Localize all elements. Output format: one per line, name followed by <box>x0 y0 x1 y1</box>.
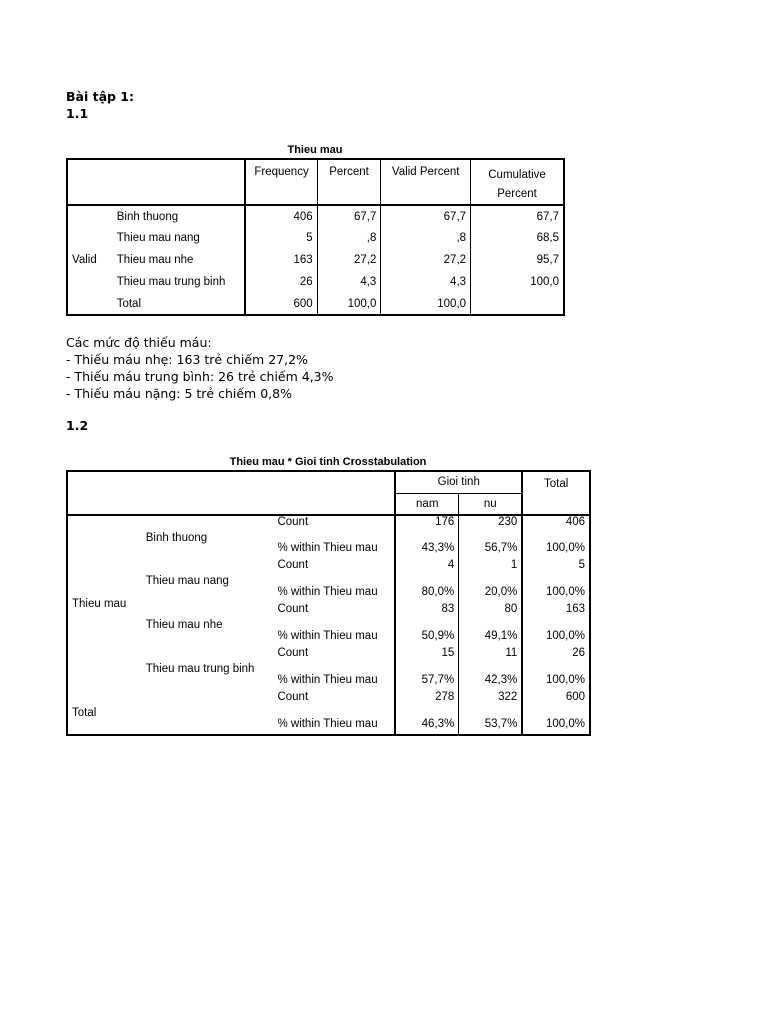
cell-frequency: 5 <box>245 227 317 249</box>
row-group-label: Thieu mau <box>72 597 127 610</box>
row-label: Binh thuong <box>113 205 246 227</box>
cell-frequency: 163 <box>245 249 317 271</box>
total-column-header: Total <box>522 471 590 515</box>
section-1-2-heading: 1.2 <box>66 418 89 433</box>
stat-label: Count <box>273 559 395 581</box>
cell-percent: 100,0 <box>317 293 381 315</box>
table2-title: Thieu mau * Gioi tinh Crosstabulation <box>229 456 427 468</box>
cell-count: 230 <box>459 515 523 537</box>
category-label: Thieu mau nang <box>145 575 229 587</box>
cell-pct: 42,3% <box>459 669 523 691</box>
table-row <box>67 205 564 227</box>
row-label-total: Total <box>113 293 246 315</box>
cell-valid-percent: 67,7 <box>381 205 471 227</box>
cell-pct: 57,7% <box>395 669 459 691</box>
table-row <box>67 559 590 581</box>
stat-label: % within Thieu mau <box>273 537 395 559</box>
row-label: Thieu mau nang <box>113 227 246 249</box>
stat-label: Count <box>273 603 395 625</box>
cell-pct-total: 100,0% <box>545 630 585 642</box>
table-row <box>67 271 564 293</box>
cell-valid-percent: 27,2 <box>381 249 471 271</box>
cell-count: 15 <box>395 647 459 669</box>
table1-title: Thieu mau <box>287 144 343 156</box>
stat-label: Count <box>273 515 395 537</box>
cell-pct-total: 100,0% <box>545 542 585 554</box>
row-label: Thieu mau nhe <box>113 249 246 271</box>
notes-intro: Các mức độ thiếu máu: <box>66 335 212 350</box>
cell-valid-percent: 100,0 <box>381 293 471 315</box>
cell-pct: 43,3% <box>395 537 459 559</box>
table-row <box>67 227 564 249</box>
category-label: Binh thuong <box>145 531 208 544</box>
frequency-table <box>66 158 565 316</box>
anemia-levels-notes <box>66 334 334 402</box>
cell-frequency: 600 <box>245 293 317 315</box>
table-row <box>67 603 590 625</box>
cell-count: 4 <box>395 559 459 581</box>
cell-valid-percent: ,8 <box>381 227 471 249</box>
cell-frequency: 406 <box>245 205 317 227</box>
cell-pct: 56,7% <box>459 537 523 559</box>
header-valid-percent: Valid Percent <box>381 159 471 205</box>
exercise-heading: Bài tập 1: <box>66 89 135 104</box>
table-row <box>67 691 590 713</box>
cell-percent: 67,7 <box>317 205 381 227</box>
section-1-1-heading: 1.1 <box>66 106 89 121</box>
cell-count-total: 406 <box>565 516 585 528</box>
header-nam: nam <box>395 493 459 515</box>
cell-count: 83 <box>395 603 459 625</box>
cell-count: 1 <box>459 559 523 581</box>
cell-pct-total: 100,0% <box>545 717 585 730</box>
table1-corner <box>67 159 245 205</box>
cell-pct: 80,0% <box>395 581 459 603</box>
table-row <box>67 647 590 669</box>
stat-label: % within Thieu mau <box>273 669 395 691</box>
table-row <box>67 249 564 271</box>
cell-count-total: 26 <box>572 647 585 659</box>
cell-count: 80 <box>459 603 523 625</box>
table1-header-row <box>67 159 564 205</box>
cell-cumulative-percent <box>471 293 564 315</box>
stat-label: % within Thieu mau <box>273 713 395 735</box>
cell-count: 322 <box>459 691 523 713</box>
cell-count-total: 5 <box>578 559 585 571</box>
header-frequency: Frequency <box>245 159 317 205</box>
category-label: Thieu mau nhe <box>145 619 223 631</box>
gender-group-header: Gioi tinh <box>395 471 522 493</box>
table2-corner <box>67 471 395 515</box>
cell-count: 11 <box>459 647 523 669</box>
row-label: Thieu mau trung binh <box>113 271 246 293</box>
notes-item: - Thiếu máu nặng: 5 trẻ chiếm 0,8% <box>66 386 292 401</box>
cell-pct: 46,3% <box>395 713 459 735</box>
cell-percent: 4,3 <box>317 271 381 293</box>
table2-header-row <box>67 471 590 493</box>
cell-pct-total: 100,0% <box>545 586 585 598</box>
header-percent: Percent <box>317 159 381 205</box>
cell-cumulative-percent: 95,7 <box>536 254 559 266</box>
valid-group-label: Valid <box>72 254 97 266</box>
stat-label: Count <box>273 647 395 669</box>
cell-pct-total: 100,0% <box>545 674 585 686</box>
stat-label: % within Thieu mau <box>273 625 395 647</box>
notes-item: - Thiếu máu nhẹ: 163 trẻ chiếm 27,2% <box>66 352 308 367</box>
table-row <box>67 293 564 315</box>
cell-cumulative-percent: 100,0 <box>530 276 559 288</box>
table-row <box>67 515 590 537</box>
cell-count: 278 <box>395 691 459 713</box>
notes-item: - Thiếu máu trung bình: 26 trẻ chiếm 4,3% <box>66 369 334 384</box>
cell-cumulative-percent: 68,5 <box>536 232 559 244</box>
cell-pct: 53,7% <box>459 713 523 735</box>
stat-label: % within Thieu mau <box>273 581 395 603</box>
stat-label: Count <box>273 691 395 713</box>
cell-percent: 27,2 <box>317 249 381 271</box>
cell-percent: ,8 <box>317 227 381 249</box>
cell-count-total: 163 <box>565 603 585 615</box>
crosstab-table <box>66 470 591 736</box>
header-cumulative-percent: Cumulative Percent <box>488 169 546 200</box>
cell-count-total: 600 <box>565 691 585 703</box>
cell-pct: 20,0% <box>459 581 523 603</box>
cell-pct: 50,9% <box>395 625 459 647</box>
header-nu: nu <box>459 493 523 515</box>
cell-pct: 49,1% <box>459 625 523 647</box>
cell-frequency: 26 <box>245 271 317 293</box>
cell-count: 176 <box>395 515 459 537</box>
cell-cumulative-percent: 67,7 <box>536 210 559 223</box>
category-label: Thieu mau trung binh <box>145 663 255 675</box>
total-row-label: Total <box>72 706 97 719</box>
cell-valid-percent: 4,3 <box>381 271 471 293</box>
